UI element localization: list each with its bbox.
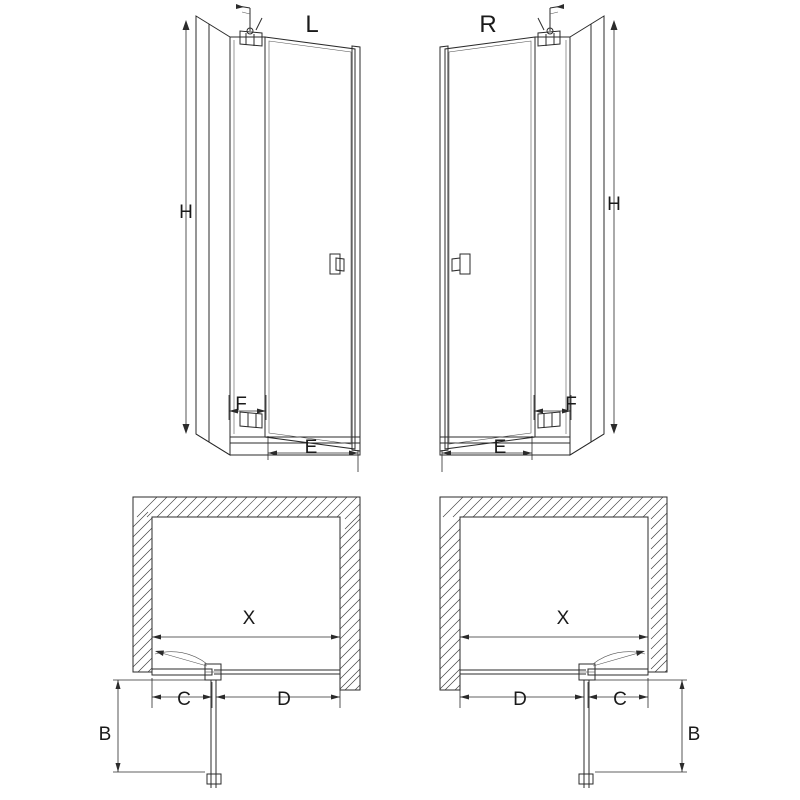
fixed-plan-label-left: C xyxy=(177,689,191,710)
right-fixed-panel xyxy=(535,37,570,437)
right-bottom-hinge xyxy=(538,412,560,428)
right-door-glass xyxy=(449,41,531,444)
elevation-right-view xyxy=(440,4,618,472)
left-door-edge-profile xyxy=(352,46,360,451)
plan-left-fixed-panel xyxy=(152,669,212,675)
plan-right-swing-arrow xyxy=(636,651,645,657)
plan-left-wall-hatch-right xyxy=(340,519,360,690)
plan-right-depth-dimension xyxy=(595,680,687,772)
left-door-handle xyxy=(330,254,344,274)
right-top-hinge-assembly xyxy=(538,4,564,46)
recess-label-left: X xyxy=(242,608,256,629)
right-door-edge-profile xyxy=(440,46,448,451)
left-height-dimension xyxy=(183,20,190,434)
plan-right-hinge-block xyxy=(579,664,595,680)
plan-right-door-end-cap xyxy=(579,774,593,784)
plan-left-hinge-block xyxy=(205,664,221,680)
plan-left-wall-outline xyxy=(133,497,360,690)
plan-left-view xyxy=(113,497,360,788)
plan-left-door-end-cap xyxy=(207,774,221,784)
plan-right-wall-outline xyxy=(440,497,667,690)
left-side-wall xyxy=(196,16,230,455)
right-height-dimension xyxy=(611,20,618,434)
right-door-leaf xyxy=(445,37,535,449)
plan-right-fixed-panel xyxy=(588,669,648,675)
elevation-left-view xyxy=(183,4,361,472)
door-plan-label-right: D xyxy=(513,689,527,710)
plan-left-wall-hatch-top xyxy=(137,497,360,529)
door-label-right: E xyxy=(493,437,507,458)
right-door-dimension xyxy=(442,436,532,472)
left-fixed-panel xyxy=(230,37,265,437)
recess-label-right: X xyxy=(556,608,570,629)
plan-right-wall-hatch-left xyxy=(440,519,460,690)
plan-left-swing-arrow xyxy=(155,651,164,657)
plan-right-view xyxy=(440,497,687,788)
plan-right-recess-dimension xyxy=(460,635,648,640)
right-door-handle xyxy=(452,254,470,274)
plan-left-recess-dimension xyxy=(152,635,340,640)
door-label-left: E xyxy=(304,437,318,458)
variant-label-left: L xyxy=(305,11,319,38)
fixed-label-right: F xyxy=(565,394,577,415)
plan-right-wall-hatch-top xyxy=(443,497,667,529)
left-top-hinge-assembly xyxy=(236,4,262,46)
depth-label-left: B xyxy=(98,724,112,745)
height-label-left: H xyxy=(179,202,193,223)
left-door-leaf xyxy=(265,37,355,449)
fixed-plan-label-right: C xyxy=(613,689,627,710)
variant-label-right: R xyxy=(479,11,497,38)
depth-label-right: B xyxy=(687,724,701,745)
plan-left-wall-hatch-left xyxy=(133,512,152,672)
plan-left-depth-dimension xyxy=(113,680,205,772)
door-plan-label-left: D xyxy=(277,689,291,710)
height-label-right: H xyxy=(607,194,621,215)
plan-right-wall-hatch-right xyxy=(651,523,667,672)
left-door-glass xyxy=(269,41,351,444)
right-side-wall xyxy=(570,16,604,455)
fixed-label-left: F xyxy=(235,394,247,415)
